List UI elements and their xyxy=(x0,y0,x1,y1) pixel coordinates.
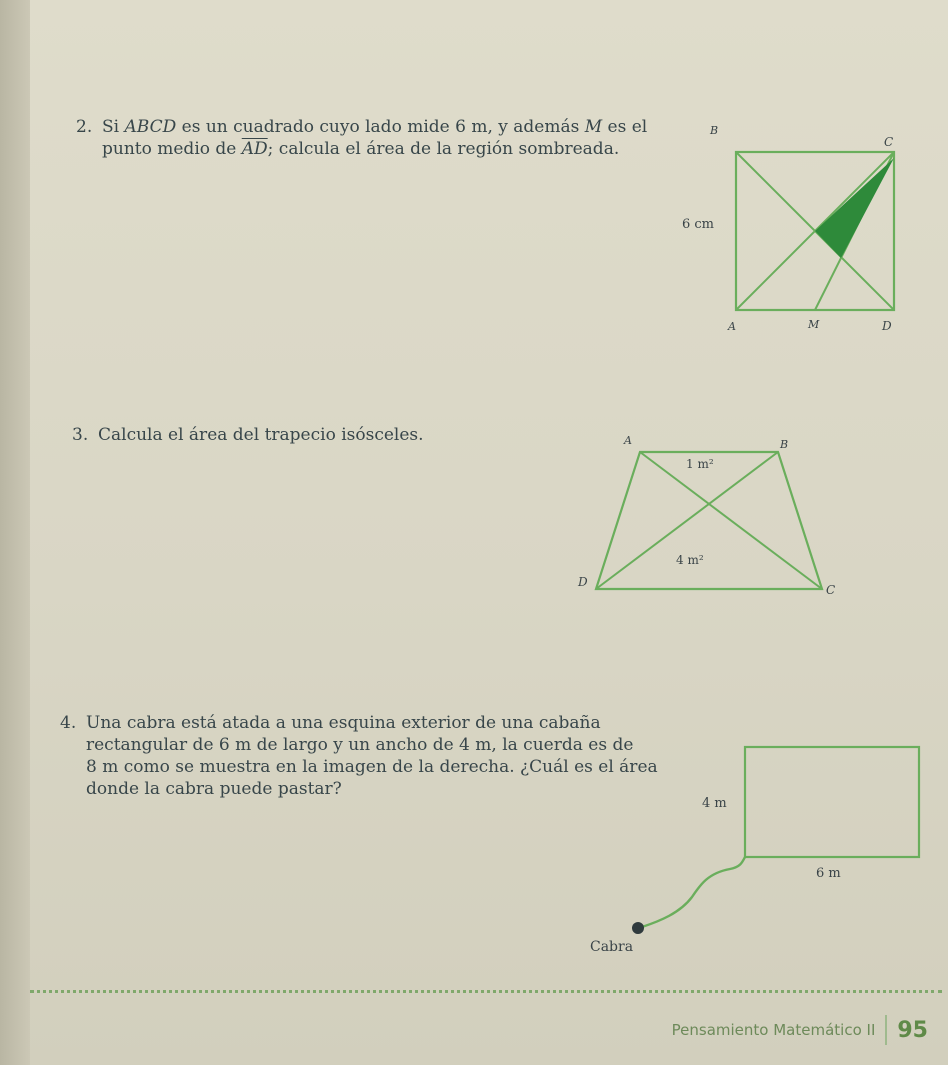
vertex-a-label: A xyxy=(624,434,632,447)
vertex-b-label: B xyxy=(710,124,719,137)
vertex-b-label: B xyxy=(780,438,789,451)
shaded-region xyxy=(815,158,894,258)
segment-ad: $\overline{AD}$ xyxy=(241,139,268,159)
problem-2-text: 2. Si ABCD es un cuadrado cuyo lado mide 6 m, y además M es el punto medio de $\overline{AD}$; calcula el área de la región sombreada. xyxy=(76,117,648,159)
midpoint-m-label: M xyxy=(808,318,820,331)
page-number: 95 xyxy=(897,1017,928,1043)
side-length-label: 6 cm xyxy=(682,217,715,232)
problem-3-text: 3. Calcula el área del trapecio isósceles. xyxy=(72,425,424,445)
bottom-triangle-area-label: 4 m² xyxy=(676,553,704,567)
top-triangle-area-label: 1 m² xyxy=(686,457,714,471)
problem-4-text: 4. Una cabra está atada a una esquina exterior de una cabaña rectangular de 6 m de largo y un ancho de 4 m, la cuerda es de 8 m como se muestra en la imagen de la derecha. ¿Cuál es el área donde la cabra puede pastar? xyxy=(60,713,658,799)
footer-divider xyxy=(30,990,942,993)
problem-2-number: 2. xyxy=(76,117,93,137)
goat-label: Cabra xyxy=(590,939,634,955)
footer-separator xyxy=(885,1015,887,1045)
vertex-d-label: D xyxy=(882,319,892,333)
square-abcd-figure xyxy=(670,118,920,348)
goat-rope xyxy=(642,857,745,927)
cabin-rectangle xyxy=(745,747,919,857)
cabin-width-label: 4 m xyxy=(702,796,727,811)
problem-4-number: 4. xyxy=(60,713,77,733)
trapezoid-figure xyxy=(560,430,860,605)
book-title: Pensamiento Matemático II xyxy=(671,1021,876,1039)
goat-point xyxy=(632,922,644,934)
goat-cabin-figure xyxy=(580,735,930,965)
page-footer xyxy=(672,1012,928,1048)
vertex-c-label: C xyxy=(884,135,894,149)
vertex-c-label: C xyxy=(826,583,836,597)
diagonal-ac xyxy=(640,452,822,589)
diagonal-bd xyxy=(596,452,778,589)
trapezoid-outline xyxy=(596,452,822,589)
page-binding-edge xyxy=(0,0,32,1065)
vertex-a-label: A xyxy=(728,320,736,333)
cabin-length-label: 6 m xyxy=(816,866,841,881)
problem-3-number: 3. xyxy=(72,425,89,445)
vertex-d-label: D xyxy=(578,575,588,589)
